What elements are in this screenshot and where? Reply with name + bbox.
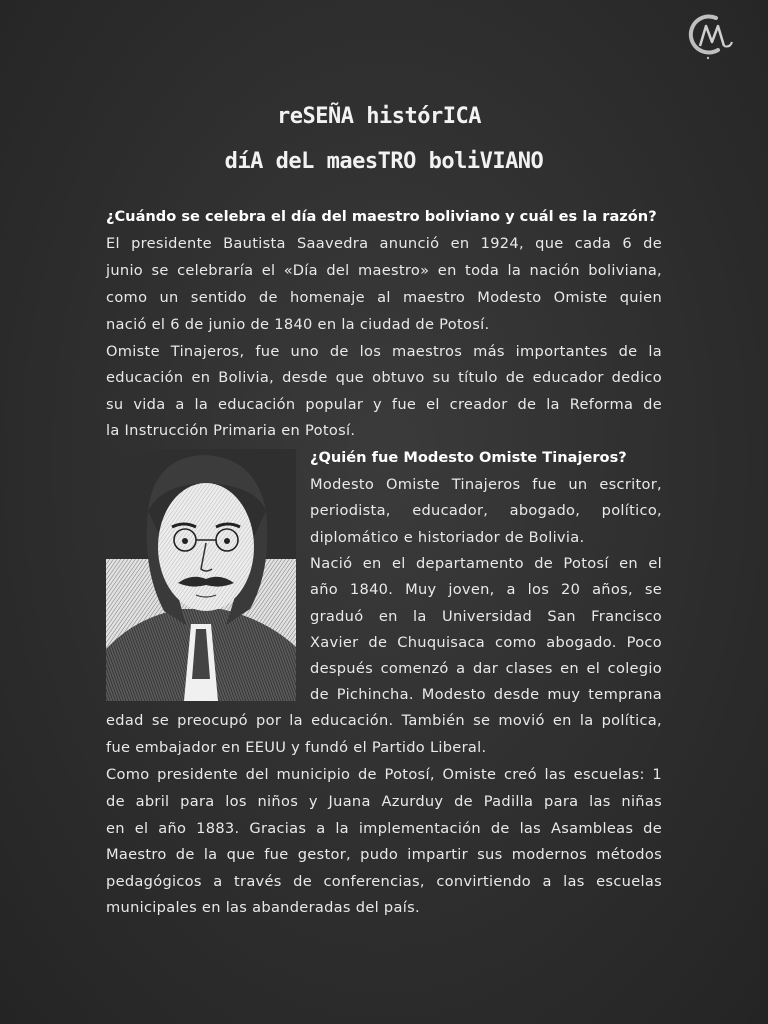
question-heading-1: ¿Cuándo se celebra el día del maestro boliviano y cuál es la razón? [106, 208, 657, 225]
body-line: Xavier de Chuquisaca como abogado. Poco [310, 634, 662, 651]
body-line: fue embajador en EEUU y fundó el Partido Liberal. [106, 739, 487, 756]
body-line: su vida a la educación popular y fue el creador de la Reforma de [106, 396, 662, 413]
body-line: edad se preocupó por la educación. También se movió en la política, [106, 712, 662, 729]
body-line: nació el 6 de junio de 1840 en la ciudad de Potosí. [106, 316, 490, 333]
body-line: de abril para los niños y Juana Azurduy de Padilla para las niñas [106, 793, 662, 810]
body-line: Nació en el departamento de Potosí en el [310, 555, 662, 572]
body-line: después comenzó a dar clases en el colegio [310, 660, 662, 677]
body-line: Omiste Tinajeros, fue uno de los maestros más importantes de la [106, 343, 662, 360]
body-line: de Pichincha. Modesto desde muy temprana [310, 686, 662, 703]
body-line: graduó en la Universidad San Francisco [310, 608, 662, 625]
body-line: año 1840. Muy joven, a los 20 años, se [310, 581, 662, 598]
body-line: en el año 1883. Gracias a la implementación de las Asambleas de [106, 820, 662, 837]
monogram-logo-icon [684, 10, 734, 62]
body-line: pedagógicos a través de conferencias, convirtiendo a las escuelas [106, 873, 662, 890]
body-line: la Instrucción Primaria en Potosí. [106, 422, 356, 439]
title-line-1: reSEÑA histórICA [277, 104, 481, 129]
body-line: municipales en las abanderadas del país. [106, 899, 420, 916]
body-line: Maestro de la que fue gestor, pudo impartir sus modernos métodos [106, 846, 662, 863]
body-line: periodista, educador, abogado, político, [310, 502, 662, 519]
question-heading-2: ¿Quién fue Modesto Omiste Tinajeros? [310, 449, 627, 466]
body-line: Modesto Omiste Tinajeros fue un escritor, [310, 476, 662, 493]
body-line: junio se celebraría el «Día del maestro» en toda la nación boliviana, [106, 262, 662, 279]
body-line: El presidente Bautista Saavedra anunció en 1924, que cada 6 de [106, 235, 662, 252]
body-line: Como presidente del municipio de Potosí, Omiste creó las escuelas: 1 [106, 766, 662, 783]
body-line: diplomático e historiador de Bolivia. [310, 529, 585, 546]
portrait-engraving [106, 449, 296, 701]
title-line-2: díA deL maesTRO boliVIANO [224, 149, 544, 174]
body-line: educación en Bolivia, desde que obtuvo su título de educador dedico [106, 369, 662, 386]
body-line: como un sentido de homenaje al maestro Modesto Omiste quien [106, 289, 662, 306]
